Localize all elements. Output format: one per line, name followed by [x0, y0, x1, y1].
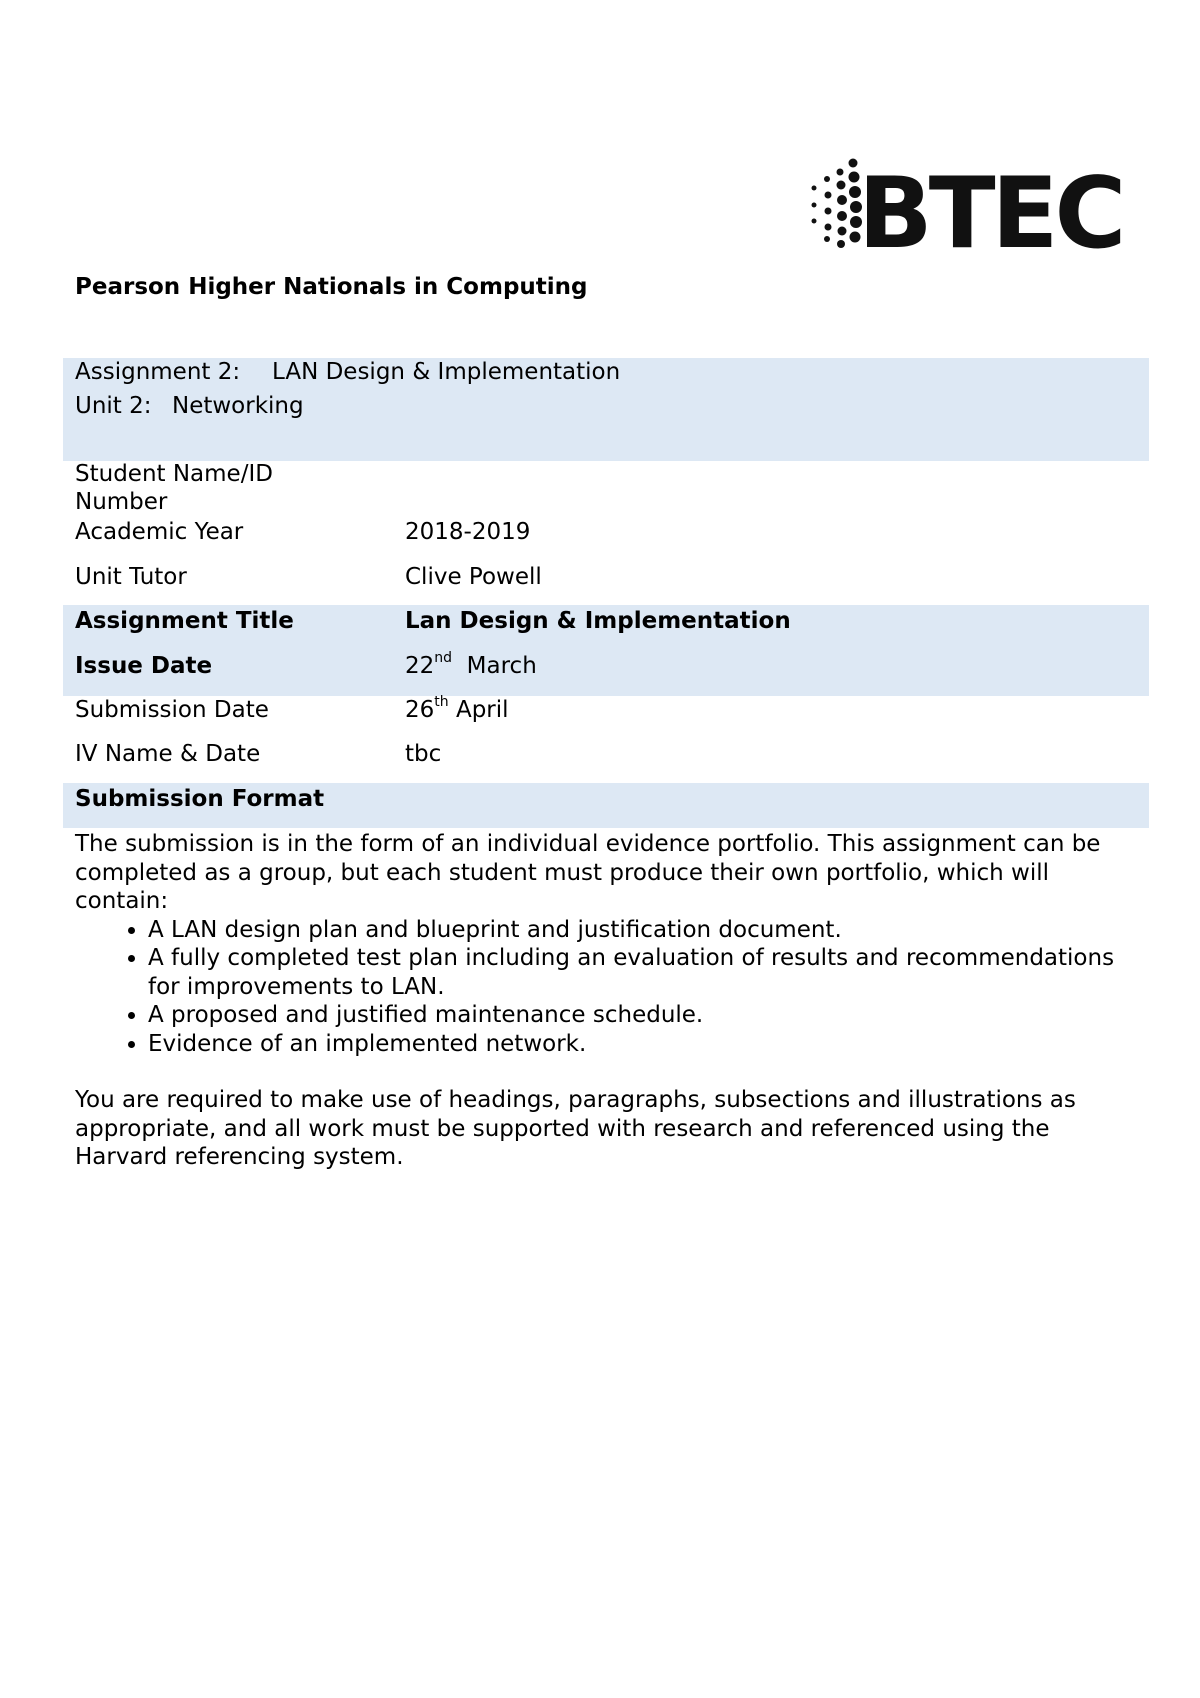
iv-name-label: IV Name & Date	[75, 741, 261, 767]
logo-dots	[812, 159, 863, 249]
list-item: • A proposed and justified maintenance schedule.	[148, 1001, 1135, 1030]
list-item: • A fully completed test plan including an evaluation of results and recommendations for improvements to LAN.	[148, 944, 1135, 1001]
submission-date-suffix: th	[434, 694, 449, 711]
page-heading: Pearson Higher Nationals in Computing	[75, 274, 588, 300]
iv-name-value: tbc	[405, 741, 442, 767]
student-name-label-line1: Student Name/ID	[75, 461, 273, 487]
list-item: • A LAN design plan and blueprint and justification document.	[148, 916, 1135, 945]
submission-date-value	[405, 696, 509, 724]
unit-tutor-label: Unit Tutor	[75, 564, 187, 590]
academic-year-label: Academic Year	[75, 519, 244, 545]
issue-date-suffix: nd	[434, 650, 453, 667]
student-name-label-line2: Number	[75, 489, 168, 515]
issue-date-label: Issue Date	[75, 653, 213, 679]
unit-tutor-value: Clive Powell	[405, 564, 542, 590]
issue-date-day: 22	[405, 653, 435, 679]
submission-format-title: Submission Format	[75, 786, 325, 812]
academic-year-value: 2018-2019	[405, 519, 531, 545]
submission-date-month: April	[455, 697, 509, 723]
assignment-line1-label: Assignment 2:	[75, 359, 241, 385]
submission-intro: The submission is in the form of an individual evidence portfolio. This assignment can be completed as a group, but each student must produce their own portfolio, which will contain:	[75, 831, 1101, 914]
submission-format-body	[75, 830, 1135, 1172]
btec-logo-graphic	[800, 155, 1130, 255]
logo-wordmark: BTEC	[858, 157, 1123, 255]
assignment-line2-value: Networking	[172, 393, 304, 419]
deliverables-list	[75, 916, 1135, 1059]
list-item: • Evidence of an implemented network.	[148, 1030, 1135, 1059]
submission-date-label: Submission Date	[75, 697, 269, 723]
assignment-line2-label: Unit 2:	[75, 393, 152, 419]
issue-date-month: March	[466, 653, 537, 679]
assignment-line1-value: LAN Design & Implementation	[272, 359, 621, 385]
issue-date-value	[405, 652, 537, 680]
submission-date-day: 26	[405, 697, 435, 723]
btec-logo	[800, 155, 1130, 255]
submission-closing: You are required to make use of headings, paragraphs, subsections and illustrations as appropriate, and all work must be supported with research and referenced using the Harvard referencing system.	[75, 1087, 1076, 1170]
assignment-title-label: Assignment Title	[75, 608, 294, 634]
assignment-title-value: Lan Design & Implementation	[405, 608, 791, 634]
